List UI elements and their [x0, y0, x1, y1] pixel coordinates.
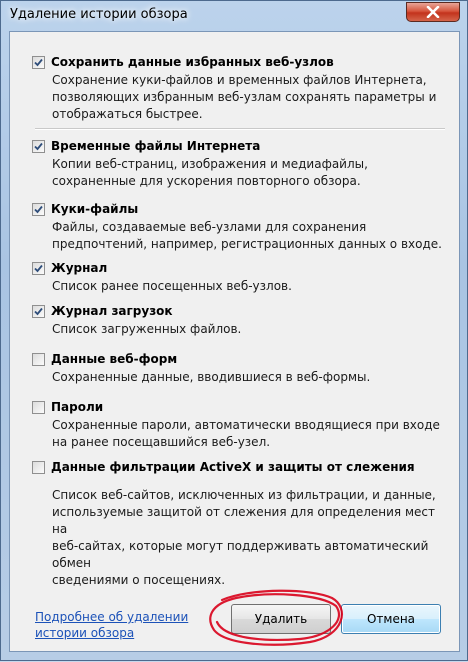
option-label[interactable]: Журнал — [51, 261, 108, 275]
delete-button-label: Удалить — [254, 612, 308, 626]
checkmark-icon — [33, 57, 44, 68]
option-label[interactable]: Сохранить данные избранных веб-узлов — [51, 55, 334, 69]
option-description-line: сведениями о посещениях. — [52, 573, 226, 587]
dialog-content — [9, 31, 460, 652]
window-title: Удаление истории обзора — [10, 7, 188, 22]
option-description-line: отображаться быстрее. — [52, 107, 203, 121]
option-label[interactable]: Журнал загрузок — [51, 304, 173, 318]
option-description-line: Список ранее посещенных веб-узлов. — [52, 279, 292, 293]
learn-more-link-line2: истории обзора — [35, 626, 135, 640]
option-description — [52, 219, 442, 253]
option-description-line: используемые защитой от слежения для определения мест на — [52, 505, 435, 536]
option-description-line: Сохранение куки-файлов и временных файлов Интернета, — [52, 73, 427, 87]
option-label[interactable]: Данные веб-форм — [51, 352, 178, 366]
option-checkbox[interactable] — [32, 203, 45, 216]
option-description — [52, 369, 442, 386]
option-label[interactable]: Данные фильтрации ActiveX и защиты от слежения — [51, 460, 415, 474]
option-description-line: Сохраненные данные, вводившиеся в веб-формы. — [52, 370, 371, 384]
option-description-line: Список загруженных файлов. — [52, 322, 242, 336]
title-bar[interactable] — [1, 1, 467, 31]
learn-more-link-line1: Подробнее об удалении — [35, 610, 189, 624]
option-checkbox[interactable] — [32, 305, 45, 318]
option-label[interactable]: Временные файлы Интернета — [51, 139, 261, 153]
option-checkbox[interactable] — [32, 140, 45, 153]
option-description-line: предпочтений, например, регистрационных данных о входе. — [52, 237, 442, 251]
option-description-line: позволяющих избранным веб-узлам сохранять параметры и — [52, 90, 437, 104]
cancel-button-label: Отмена — [366, 612, 416, 626]
option-checkbox[interactable] — [32, 353, 45, 366]
option-checkbox[interactable] — [32, 262, 45, 275]
option-checkbox[interactable] — [32, 401, 45, 414]
learn-more-link[interactable] — [35, 609, 205, 641]
option-checkbox[interactable] — [32, 56, 45, 69]
checkmark-icon — [33, 204, 44, 215]
option-description-line: сохраненные для ускорения повторного обзора. — [52, 174, 361, 188]
option-description-line: Файлы, создаваемые веб-узлами для сохранения — [52, 220, 367, 234]
checkmark-icon — [33, 263, 44, 274]
close-button[interactable] — [406, 2, 460, 22]
close-icon — [426, 6, 440, 18]
option-description — [52, 278, 442, 295]
option-description — [52, 487, 442, 589]
option-label[interactable]: Куки-файлы — [51, 202, 139, 216]
checkmark-icon — [33, 141, 44, 152]
option-checkbox[interactable] — [32, 461, 45, 474]
option-label[interactable]: Пароли — [51, 400, 104, 414]
option-description-line: Список веб-сайтов, исключенных из фильтрации, и данные, — [52, 488, 436, 502]
option-description-line: на ранее посещавшийся веб-узел. — [52, 435, 271, 449]
cancel-button[interactable] — [341, 604, 441, 634]
option-description — [52, 72, 442, 123]
delete-button[interactable] — [231, 604, 331, 634]
checkmark-icon — [33, 306, 44, 317]
option-description — [52, 156, 442, 190]
option-description — [52, 417, 442, 451]
option-description-line: веб-сайтах, которые могут поддерживать автоматический обмен — [52, 539, 429, 570]
option-description-line: Копии веб-страниц, изображения и медиафайлы, — [52, 157, 368, 171]
option-description-line: Сохраненные пароли, автоматически вводящиеся при входе — [52, 418, 440, 432]
option-description — [52, 321, 442, 338]
separator — [35, 128, 445, 130]
